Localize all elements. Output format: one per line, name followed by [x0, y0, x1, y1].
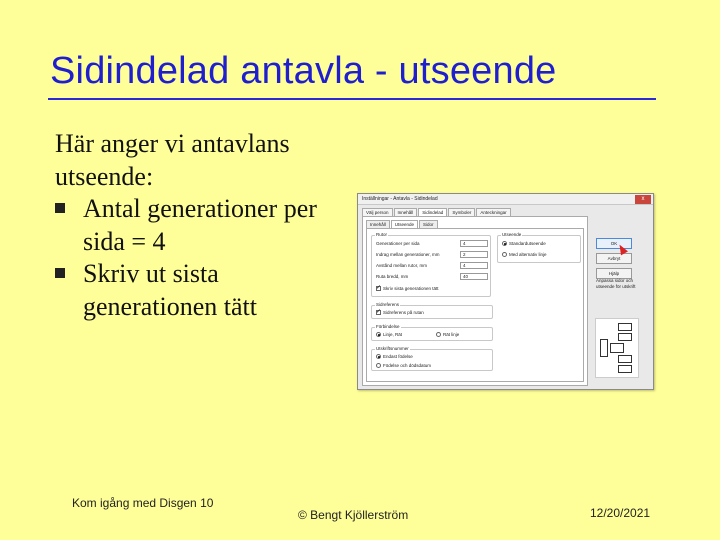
page-ref-row[interactable] [376, 310, 424, 315]
orientation-group [497, 232, 581, 263]
radio-standard-row[interactable] [502, 241, 546, 246]
num-a-label: Endast födelse [383, 354, 413, 359]
bullet-text: Skriv ut sista generationen tätt [83, 259, 257, 321]
spacing-stepper[interactable]: 4 [460, 262, 488, 269]
footer-course: Kom igång med Disgen 10 [72, 496, 214, 510]
num-b-radio[interactable] [376, 363, 381, 368]
tab-paged[interactable]: Sidindelad [418, 208, 447, 217]
tab-inner-pages[interactable]: Sidor [419, 220, 438, 228]
radio-standard-label: Standardutseende [509, 241, 546, 246]
tight-checkbox-row[interactable] [376, 286, 439, 291]
num-a-radio[interactable] [376, 354, 381, 359]
num-b-label: Födelse och dödsdatum [383, 363, 432, 368]
tight-checkbox-label: Skriv sista generationen tätt [383, 286, 439, 291]
links-group [371, 324, 493, 341]
indent-stepper[interactable]: 2 [460, 251, 488, 258]
preview-box [618, 333, 632, 341]
intro-text: Här anger vi antavlans utseende: [55, 129, 290, 191]
group-label: Rutor [376, 232, 388, 237]
ok-button[interactable]: OK [596, 238, 632, 249]
tab-select-person[interactable]: Välj person [362, 208, 393, 216]
group-label: Förbindelse [376, 324, 400, 329]
row-width-label: Ruta bredd, mm [376, 274, 409, 279]
preview-box [618, 355, 632, 363]
settings-dialog-screenshot [357, 193, 654, 390]
tab-inner-content[interactable]: Innehåll [366, 220, 390, 228]
footer-copyright: © Bengt Kjöllerström [298, 508, 409, 522]
num-b-row[interactable] [376, 363, 431, 368]
radio-standard[interactable] [502, 241, 507, 246]
side-note: Anpassa sidor och utseende för utskrift [596, 278, 636, 289]
link-a-label: Linje, Rät [383, 332, 403, 337]
square-bullet-icon [55, 268, 65, 278]
help-button[interactable]: Hjälp [596, 268, 632, 279]
bullet-item [55, 258, 355, 323]
slide-title: Sidindelad antavla - utseende [50, 50, 557, 92]
numbering-group [371, 346, 493, 371]
group-label: Sidreferens [376, 302, 400, 307]
row-indent-label: Indrag mellan generationer, mm [376, 252, 440, 257]
row-spacing-label: Avstånd mellan rutor, mm [376, 263, 427, 268]
link-a-radio[interactable] [376, 332, 381, 337]
tab-inner-appearance[interactable]: Utseende [391, 220, 418, 228]
radio-alt[interactable] [502, 252, 507, 257]
tab-notes[interactable]: Anteckningar [476, 208, 510, 216]
bullet-item [55, 193, 355, 258]
preview-box [618, 323, 632, 331]
layout-preview [595, 318, 639, 378]
generations-stepper[interactable]: 4 [460, 240, 488, 247]
layout-group [371, 232, 491, 297]
preview-box [618, 365, 632, 373]
cancel-button[interactable]: Avbryt [596, 253, 632, 264]
footer-date: 12/20/2021 [590, 506, 651, 520]
inner-tab-bar [366, 220, 439, 228]
dialog-title: Inställningar - Antavla - Sidindelad [362, 196, 438, 202]
slide-body [55, 128, 355, 323]
width-stepper[interactable]: 40 [460, 273, 488, 280]
preview-box [610, 343, 624, 353]
radio-alt-label: Med alternativ linje [509, 252, 547, 257]
outer-panel [362, 216, 588, 386]
radio-alt-row[interactable] [502, 252, 547, 257]
group-label: Utseende [502, 232, 522, 237]
bullet-list [55, 193, 355, 323]
close-icon[interactable]: x [635, 195, 651, 204]
link-b-radio[interactable] [436, 332, 441, 337]
tight-checkbox[interactable] [376, 286, 381, 291]
preview-box [600, 339, 608, 357]
link-b-row[interactable] [436, 332, 459, 337]
page-ref-group [371, 302, 493, 319]
link-b-label: Rät linje [443, 332, 460, 337]
title-underline [48, 98, 656, 100]
bullet-text: Antal generationer per sida = 4 [83, 194, 317, 256]
tab-content[interactable]: Innehåll [394, 208, 418, 216]
group-label: Utskriftsnummer [376, 346, 409, 351]
appearance-panel [366, 228, 584, 382]
num-a-row[interactable] [376, 354, 413, 359]
page-ref-label: Sidreferens på rutan [383, 310, 424, 315]
row-generations-label: Generationer per sida [376, 241, 420, 246]
tab-symbols[interactable]: Symboler [448, 208, 475, 216]
square-bullet-icon [55, 203, 65, 213]
dialog-titlebar [358, 194, 653, 205]
link-a-row[interactable] [376, 332, 402, 337]
page-ref-checkbox[interactable] [376, 310, 381, 315]
